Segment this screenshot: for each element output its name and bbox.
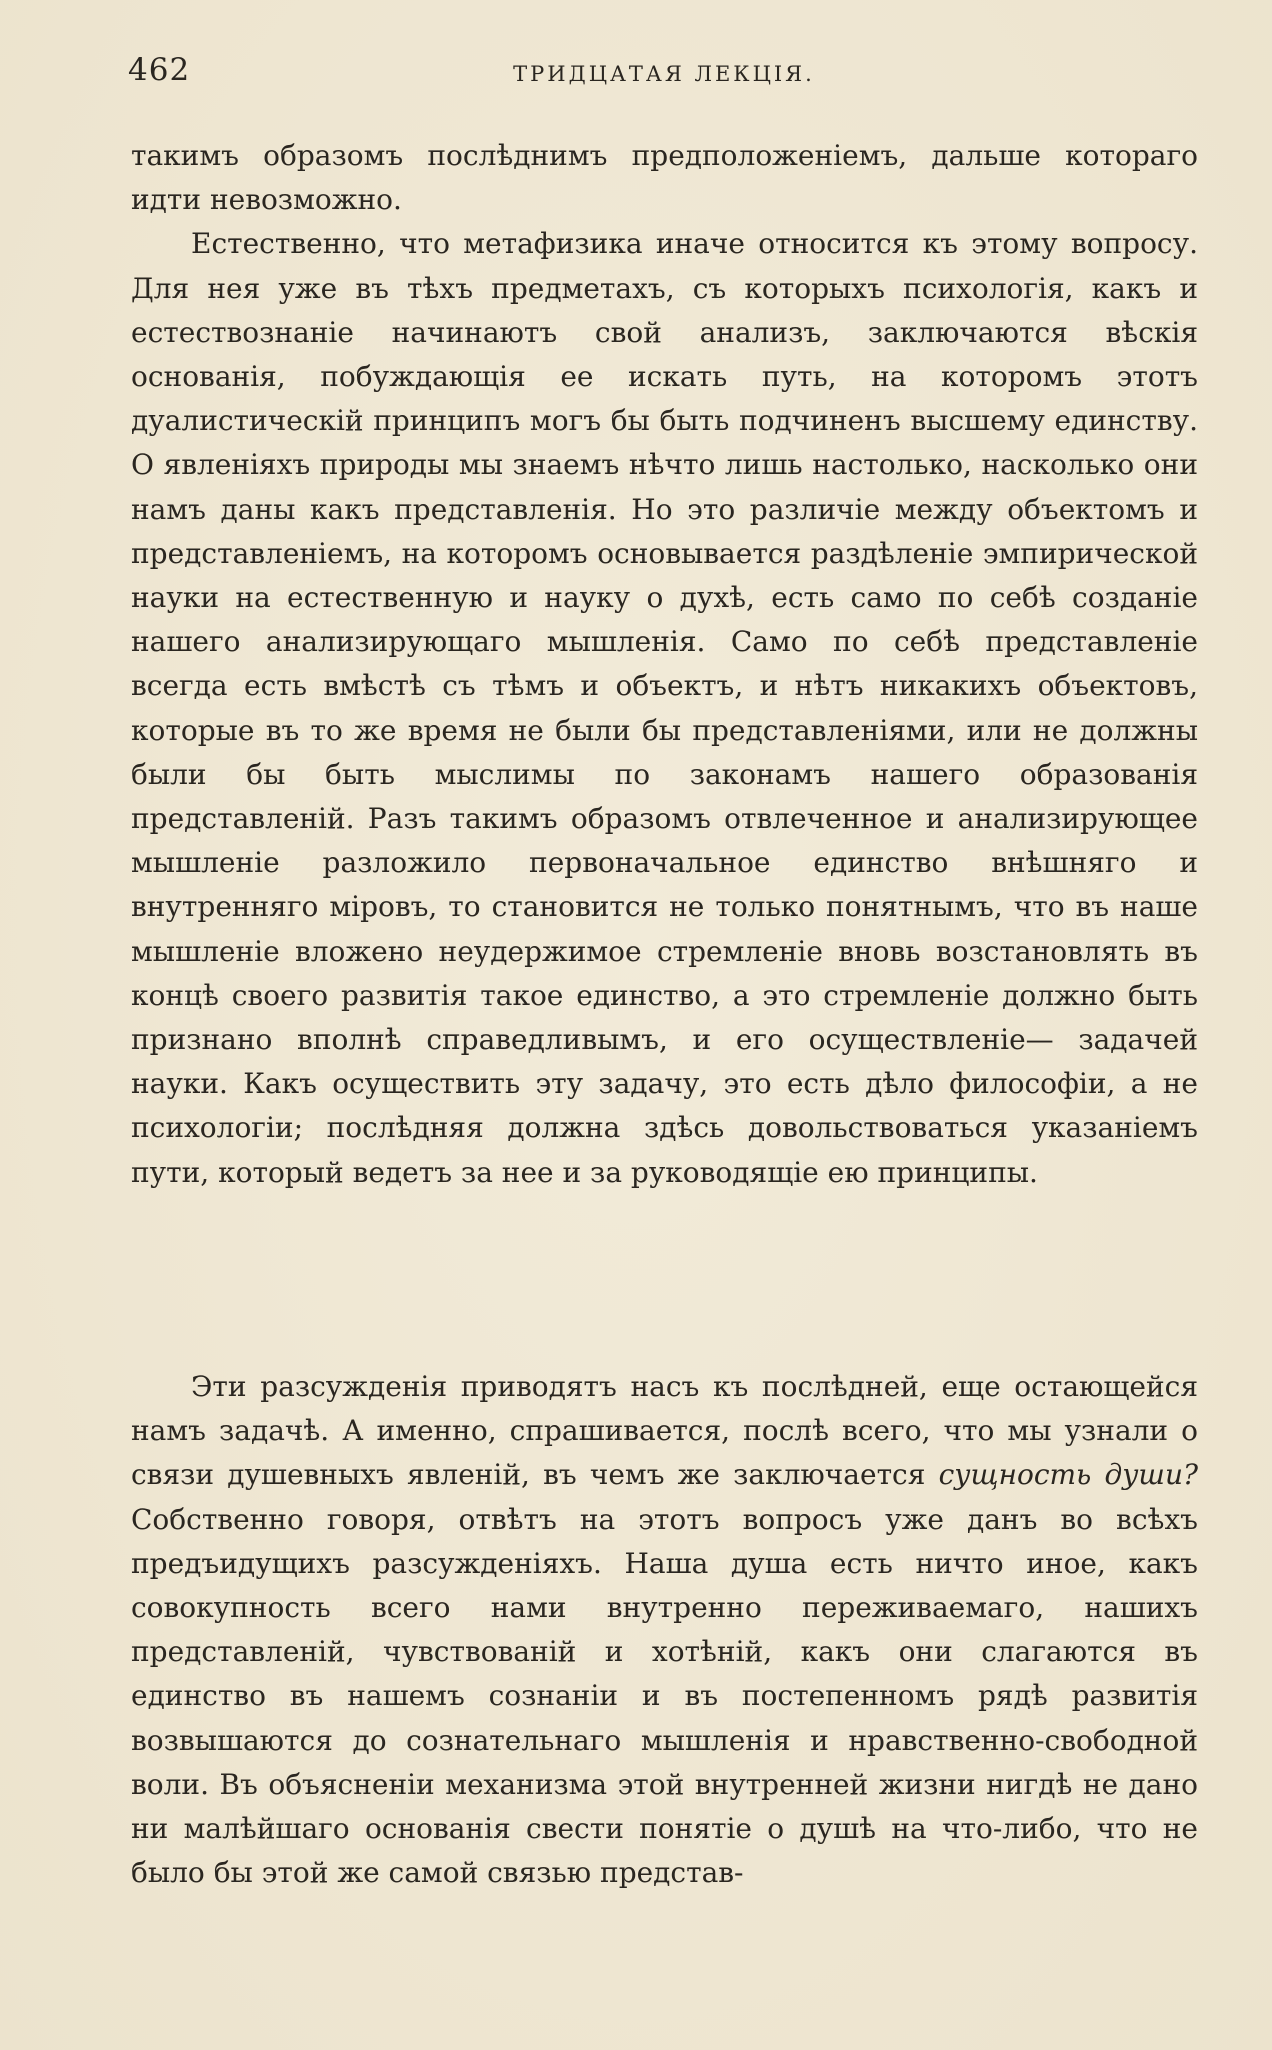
paragraph-text-end: Собственно говоря, отвѣтъ на этотъ вопросъ уже данъ во всѣхъ предъидущихъ разсужденіяхъ. Наша душа есть ничто иное, какъ совокупность всего нами внутренно переживаемаго, нашихъ представленій, чувствованій и хотѣній, какъ они слагаются въ единство въ нашемъ сознаніи и въ постепенномъ рядѣ развитія возвышаются до сознательнаго мышленія и нравственно-свободной воли. Въ объясненіи механизма этой внутренней жизни нигдѣ не дано ни малѣйшаго основанія свести понятіе о душѣ на что-либо, что не было бы этой же самой связью представ- — [131, 1502, 1198, 1890]
page-number: 462 — [128, 52, 191, 88]
page-header-title: ТРИДЦАТАЯ ЛЕКЦІЯ. — [513, 62, 815, 86]
paragraph-text-start: Эти разсужденія приводятъ насъ къ послѣдней, еще остающейся намъ задачѣ. А именно, спрашивается, послѣ всего, что мы узнали о связи душевныхъ явленій, въ чемъ же заключается — [131, 1370, 1198, 1492]
text-block-lower — [131, 1365, 1198, 1895]
paragraph-metaphysics: Естественно, что метафизика иначе относится къ этому вопросу. Для нея уже въ тѣхъ предметахъ, съ которыхъ психологія, какъ и естествознаніе начинаютъ свой анализъ, заключаются вѣскія основанія, побуждающія ее искать путь, на которомъ этотъ дуалистическій принципъ могъ бы быть подчиненъ высшему единству. О явленіяхъ природы мы знаемъ нѣчто лишь настолько, насколько они намъ даны какъ представленія. Но это различіе между объектомъ и представленіемъ, на которомъ основывается раздѣленіе эмпирической науки на естественную и науку о духѣ, есть само по себѣ созданіе нашего анализирующаго мышленія. Само по себѣ представленіе всегда есть вмѣстѣ съ тѣмъ и объектъ, и нѣтъ никакихъ объектовъ, которые въ то же время не были бы представленіями, или не должны были бы быть мыслимы по законамъ нашего образованія представленій. Разъ такимъ образомъ отвлеченное и анализирующее мышленіе разложило первоначальное единство внѣшняго и внутренняго міровъ, то становится не только понятнымъ, что въ наше мышленіе вложено неудержимое стремленіе вновь возстановлять въ концѣ своего развитія такое единство, а это стремленіе должно быть признано вполнѣ справедливымъ, и его осуществленіе— задачей науки. Какъ осуществить эту задачу, это есть дѣло философіи, а не психологіи; послѣдняя должна здѣсь довольствоваться указаніемъ пути, который ведетъ за нее и за руководящіе ею принципы. — [131, 227, 1198, 1189]
text-block-upper — [131, 134, 1198, 1195]
paragraph-essence-of-soul — [131, 1365, 1198, 1895]
paragraph-continuation: такимъ образомъ послѣднимъ предположеніемъ, дальше котораго идти невозможно. — [131, 139, 1198, 217]
italic-phrase: сущность души? — [938, 1458, 1199, 1492]
running-head — [128, 52, 1200, 96]
